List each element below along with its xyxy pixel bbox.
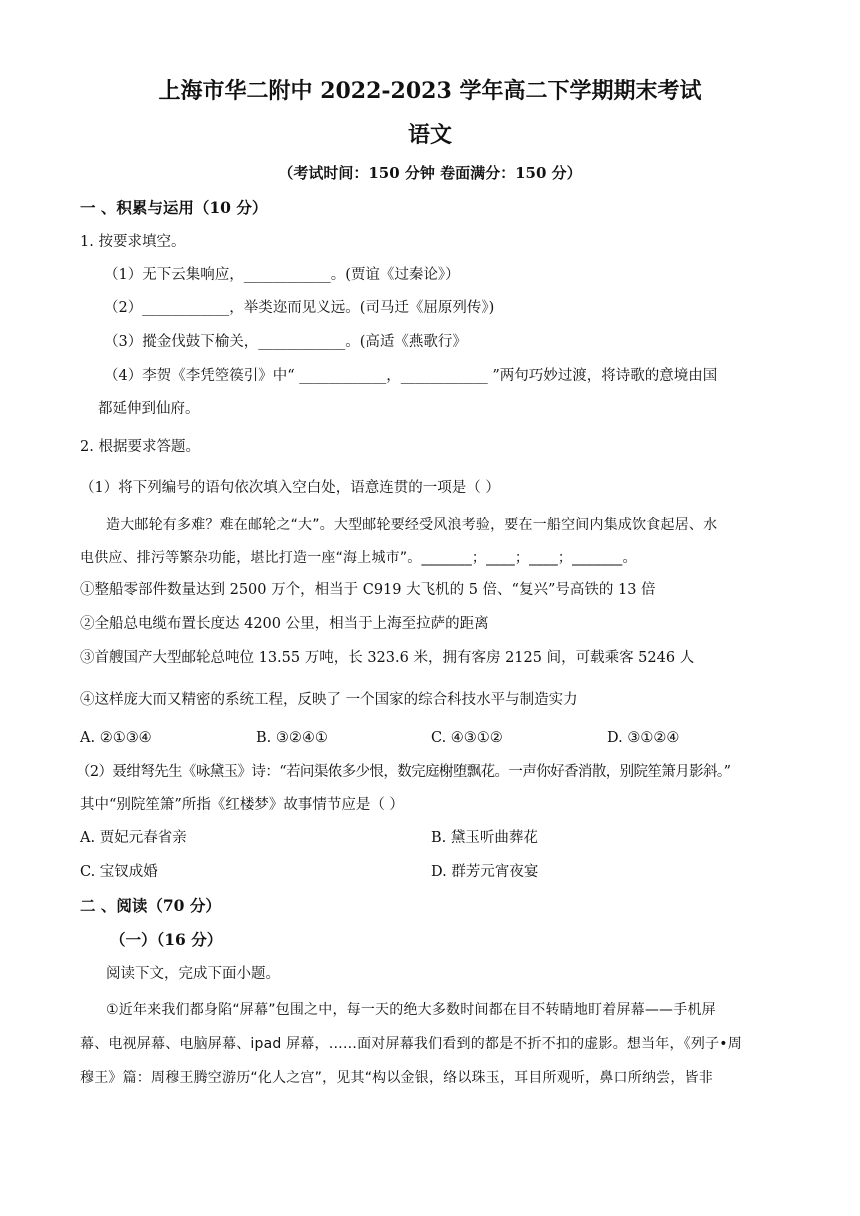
exam-title: 上海市华二附中 2022-2023 学年高二下学期期末考试 xyxy=(158,78,702,104)
section1-heading: 一 、积累与运用（10 分） xyxy=(80,198,268,217)
passage-line-1: 造大邮轮有多难？难在邮轮之“大”。大型邮轮要经受风浪考验，要在一船空间内集成饮食起居、水 xyxy=(106,517,718,533)
reading-instruction: 阅读下文，完成下面小题。 xyxy=(106,966,280,982)
q2-sub2-stem-line-2: 其中“别院笙箫”所指《红楼梦》故事情节应是（ ） xyxy=(80,797,404,813)
sentence-2: ②全船总电缆布置长度达 4200 公里，相当于上海至拉萨的距离 xyxy=(80,616,489,632)
sub1-option-a: A. ②①③④ xyxy=(80,730,152,746)
sub1-option-b: B. ③②④① xyxy=(256,730,328,746)
sub2-option-b: B. 黛玉听曲葬花 xyxy=(431,830,538,846)
sub2-option-a: A. 贾妃元春省亲 xyxy=(80,830,187,846)
q1-item-2: （2）____________，举类迩而见义远。(司马迁《屈原列传》) xyxy=(104,300,495,316)
sub2-option-d: D. 群芳元宵夜宴 xyxy=(431,864,539,880)
sub2-option-c: C. 宝钗成婚 xyxy=(80,864,158,880)
q2-stem: 2. 根据要求答题。 xyxy=(80,439,200,455)
subject-title: 语文 xyxy=(407,122,452,148)
q1-item-4: （4）李贺《李凭箜篌引》中“ ____________，____________ ”两句巧妙过渡，将诗歌的意境由国 xyxy=(104,368,718,384)
q2-sub1-stem: （1）将下列编号的语句依次填入空白处，语意连贯的一项是（ ） xyxy=(80,480,500,496)
section2-heading: 二 、阅读（70 分） xyxy=(80,896,221,915)
q2-sub2-stem-line-1: （2）聂绀弩先生《咏黛玉》诗：“若问渠侬多少恨，数完庭榭堕飘花。一声你好香消散，别院笙箫月影斜。” xyxy=(76,764,731,780)
sentence-1: ①整船零部件数量达到 2500 万个，相当于 C919 大飞机的 5 倍、“复兴”号高铁的 13 倍 xyxy=(80,582,656,598)
q1-stem: 1. 按要求填空。 xyxy=(80,234,186,250)
q1-item-3: （3）摐金伐鼓下榆关，____________。(高适《燕歌行》 xyxy=(104,334,467,350)
q1-item-1: （1）无下云集响应，____________。(贾谊《过秦论》） xyxy=(104,267,460,283)
sentence-4: ④这样庞大而又精密的系统工程，反映了 一个国家的综合科技水平与制造实力 xyxy=(80,692,578,708)
part1-heading: （一）（16 分） xyxy=(110,930,223,949)
sub1-option-c: C. ④③①② xyxy=(431,730,503,746)
reading-para-line-3: 穆王》篇：周穆王腾空游历“化人之宫”，见其“构以金银，络以珠玉，耳目所观听，鼻口所纳尝，皆非 xyxy=(80,1070,713,1086)
sub1-option-d: D. ③①②④ xyxy=(607,730,680,746)
passage-line-2: 电供应、排污等繁杂功能，堪比打造一座“海上城市”。_______；____；____；_______。 xyxy=(80,550,637,566)
reading-para-line-2: 幕、电视屏幕、电脑屏幕、ipad 屏幕，……面对屏幕我们看到的都是不折不扣的虚影。想当年，《列子•周 xyxy=(80,1036,742,1052)
reading-para-line-1: ①近年来我们都身陷“屏幕”包围之中，每一天的绝大多数时间都在目不转睛地盯着屏幕——手机屏 xyxy=(106,1002,716,1018)
exam-info: （考试时间：150 分钟 卷面满分：150 分） xyxy=(278,164,582,182)
q1-item-4-cont: 都延伸到仙府。 xyxy=(98,401,200,417)
sentence-3: ③首艘国产大型邮轮总吨位 13.55 万吨，长 323.6 米，拥有客房 2125 间，可载乘客 5246 人 xyxy=(80,650,695,666)
